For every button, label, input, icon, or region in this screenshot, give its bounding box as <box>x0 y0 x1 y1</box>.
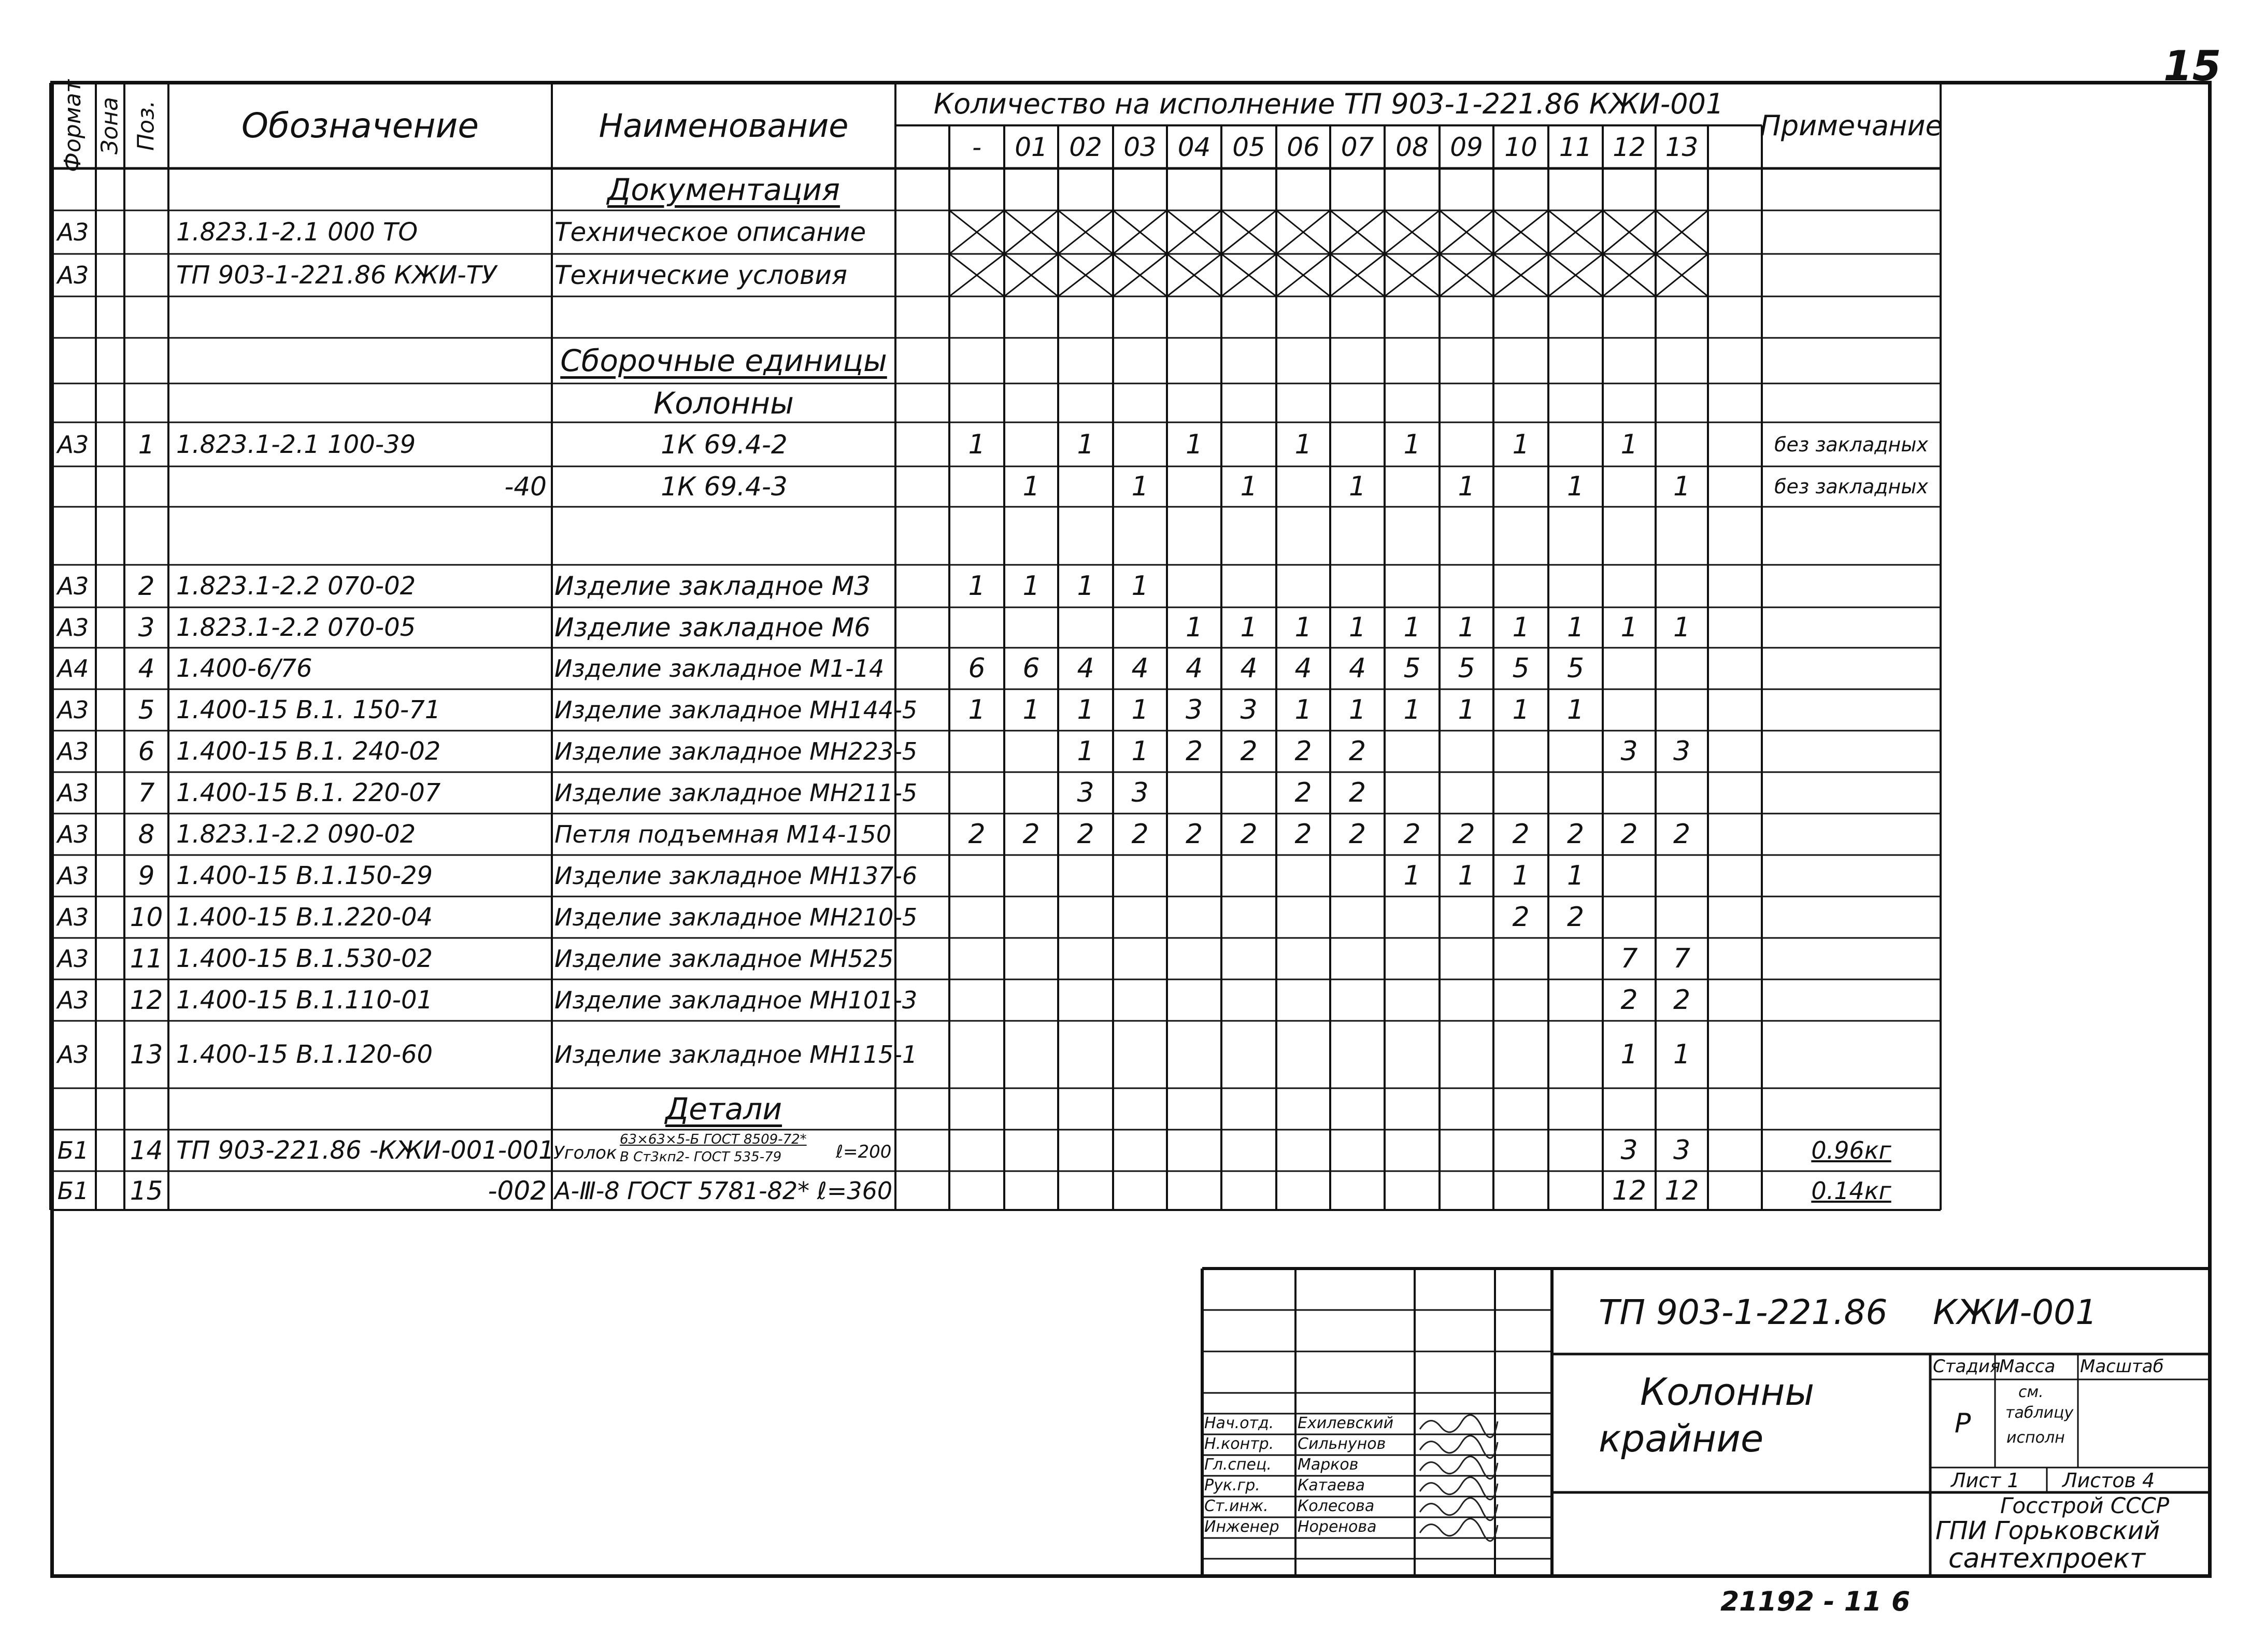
qty-cell: 2 <box>1022 819 1040 850</box>
row-format <box>50 338 96 383</box>
qty-cell: 3 <box>1620 1135 1638 1166</box>
row-note: без закладных <box>1774 433 1928 456</box>
qty-cell: 7 <box>1673 943 1691 974</box>
variant-column-header: 03 <box>1123 132 1157 162</box>
row-name: Изделие закладное МН137-6 <box>554 862 918 890</box>
row-designation: 1.400-15 В.1.150-29 <box>176 861 433 890</box>
row-format: А3 <box>57 820 89 848</box>
qty-cell: 2 <box>1512 819 1530 850</box>
qty-cell: 2 <box>1348 819 1366 850</box>
row-pos <box>124 383 168 422</box>
row-format: А3 <box>57 903 89 931</box>
qty-cell: 1 <box>1673 471 1691 502</box>
row-name: Изделие закладное МН115-1 <box>554 1041 918 1069</box>
row-pos: 15 <box>130 1175 163 1206</box>
qty-cell: 4 <box>1294 653 1312 684</box>
row-designation: 1.400-15 В.1. 240-02 <box>176 737 441 766</box>
row-pos: 13 <box>130 1039 163 1070</box>
row-pos: 6 <box>138 736 155 766</box>
row-format: А3 <box>57 779 89 807</box>
row-designation: 1.823.1-2.2 090-02 <box>176 820 416 849</box>
qty-cell: 1 <box>1077 571 1094 602</box>
variant-column-header <box>1708 125 1762 168</box>
tb-drawing-title-2: крайние <box>1599 1417 1764 1460</box>
row-format <box>50 168 96 210</box>
row-name: Изделие закладное МН211-5 <box>554 779 918 807</box>
signature-name: Катаева <box>1298 1476 1365 1494</box>
signature-name: Сильнунов <box>1298 1435 1386 1453</box>
qty-cell: 1 <box>1185 612 1203 643</box>
qty-cell: 2 <box>1131 819 1149 850</box>
variant-column-header <box>1762 125 1941 168</box>
row-name: Петля подъемная М14-150 <box>554 820 892 848</box>
row-pos: 11 <box>130 944 163 974</box>
signature-name: Норенова <box>1298 1518 1377 1536</box>
qty-cell: 1 <box>1022 694 1040 725</box>
qty-cell: 3 <box>1185 694 1203 725</box>
qty-cell: 1 <box>1348 612 1366 643</box>
qty-cell: 2 <box>968 819 986 850</box>
row-name-composite <box>553 1130 895 1171</box>
footer-page: 6 <box>1891 1586 1911 1617</box>
qty-cell: 1 <box>1403 860 1421 891</box>
qty-cell: 1 <box>1566 694 1585 725</box>
qty-cell: 1 <box>1566 612 1585 643</box>
row-format: А3 <box>57 737 89 765</box>
variant-column-header: 05 <box>1232 132 1265 162</box>
row-pos: 9 <box>138 861 155 891</box>
qty-cell: 12 <box>1612 1175 1647 1206</box>
variant-column-header: 04 <box>1177 132 1211 162</box>
qty-cell: 2 <box>1458 819 1475 850</box>
tb-doc-mark: КЖИ-001 <box>1933 1292 2098 1332</box>
qty-cell: 1 <box>968 694 986 725</box>
row-designation: 1.823.1-2.1 000 ТО <box>176 218 418 247</box>
qty-cell: 1 <box>1294 694 1312 725</box>
signature-role: Нач.отд. <box>1204 1414 1274 1432</box>
row-pos: 2 <box>138 571 155 601</box>
qty-cell: 1 <box>1185 429 1203 460</box>
row-pos: 7 <box>138 778 155 808</box>
variant-column-header: 08 <box>1395 132 1429 162</box>
tb-mass-value-2: таблицу <box>2005 1404 2074 1422</box>
qty-cell: 2 <box>1185 819 1203 850</box>
tb-scale-label: Масштаб <box>2080 1356 2164 1377</box>
qty-cell: 1 <box>1512 694 1530 725</box>
qty-cell: 1 <box>1022 471 1040 502</box>
qty-cell: 1 <box>968 429 986 460</box>
qty-cell: 2 <box>1240 736 1258 767</box>
row-pos: 1 <box>138 429 155 460</box>
footer-doc-code: 21192 - 11 <box>1720 1586 1882 1617</box>
section-heading: Документация <box>607 172 840 207</box>
qty-cell: 1 <box>1403 694 1421 725</box>
row-designation: 1.400-15 В.1.110-01 <box>176 986 433 1015</box>
section-heading: Сборочные единицы <box>560 343 887 378</box>
qty-cell: 1 <box>1458 612 1475 643</box>
qty-cell: 2 <box>1348 777 1366 808</box>
row-format: А3 <box>57 862 89 890</box>
row-designation: -40 <box>504 472 547 502</box>
qty-cell: 3 <box>1673 1135 1691 1166</box>
variant-column-header: - <box>972 132 982 162</box>
qty-cell: 2 <box>1185 736 1203 767</box>
row-format <box>50 466 96 507</box>
variant-column-header: 06 <box>1287 132 1320 162</box>
qty-cell: 2 <box>1512 902 1530 933</box>
tb-mass-value-3: исполн <box>2006 1429 2065 1447</box>
qty-cell: 1 <box>1458 860 1475 891</box>
qty-cell: 1 <box>968 571 986 602</box>
signature-role: Рук.гр. <box>1204 1476 1260 1494</box>
variant-column-header: 12 <box>1613 132 1646 162</box>
variant-column-header: 01 <box>1015 132 1048 162</box>
row-format: Б1 <box>57 1136 89 1164</box>
row-designation: 1.823.1-2.2 070-05 <box>176 613 416 642</box>
row-designation: ТП 903-221.86 -КЖИ-001-001 <box>176 1136 554 1165</box>
header-note: Примечание <box>1760 109 1943 142</box>
section-heading: Колонны <box>653 385 794 421</box>
row-pos: 4 <box>138 653 155 683</box>
qty-cell: 1 <box>1348 471 1366 502</box>
qty-cell: 1 <box>1620 1039 1638 1070</box>
page-number: 15 <box>2163 42 2221 90</box>
row-format <box>50 383 96 422</box>
tb-mass-label: Масса <box>1999 1356 2056 1377</box>
row-designation: 1.400-15 В.1.220-04 <box>176 903 433 932</box>
qty-cell: 1 <box>1348 694 1366 725</box>
header-pos: Поз. <box>133 100 160 151</box>
row-pos: 14 <box>130 1135 163 1165</box>
header-qty-title: Количество на исполнение ТП 903-1-221.86 КЖИ-001 <box>933 88 1724 120</box>
row-pos <box>124 210 168 254</box>
qty-cell: 1 <box>1131 694 1149 725</box>
tb-doc-title: ТП 903-1-221.86 <box>1599 1292 1888 1332</box>
qty-cell: 1 <box>1403 429 1421 460</box>
qty-cell: 1 <box>1512 429 1530 460</box>
variant-column-header: 02 <box>1069 132 1102 162</box>
row-designation: 1.400-15 В.1. 150-71 <box>176 695 441 724</box>
variant-column-header: 10 <box>1504 132 1537 162</box>
row-pos <box>124 507 168 565</box>
qty-cell: 1 <box>1077 694 1094 725</box>
row-pos: 10 <box>130 902 163 932</box>
tb-org-line-3: сантехпроект <box>1948 1543 2146 1574</box>
tb-org-line-2: ГПИ Горьковский <box>1935 1516 2160 1545</box>
qty-cell: 1 <box>1458 471 1475 502</box>
qty-cell: 2 <box>1620 985 1638 1016</box>
row-name-prefix: Уголок <box>553 1143 617 1163</box>
row-designation: 1.400-15 В.1.120-60 <box>176 1040 433 1069</box>
row-designation <box>176 296 549 338</box>
row-designation: 1.823.1-2.2 070-02 <box>176 572 416 601</box>
qty-cell: 4 <box>1185 653 1203 684</box>
tb-mass-value-1: см. <box>2018 1383 2044 1401</box>
qty-cell: 1 <box>1294 429 1312 460</box>
row-pos <box>124 168 168 210</box>
tb-drawing-title-1: Колонны <box>1640 1370 1815 1414</box>
header-name: Наименование <box>599 106 849 145</box>
row-name: Технические условия <box>554 260 847 290</box>
row-format: А4 <box>57 654 89 682</box>
header-format: Формат <box>60 79 86 172</box>
row-format: А3 <box>57 986 89 1014</box>
qty-cell: 2 <box>1566 819 1585 850</box>
qty-cell: 2 <box>1240 819 1258 850</box>
qty-cell: 2 <box>1403 819 1421 850</box>
row-name: Изделие закладное МН101-3 <box>554 986 918 1014</box>
variant-column-header: 13 <box>1665 132 1699 162</box>
qty-cell: 2 <box>1620 819 1638 850</box>
row-name <box>554 296 894 338</box>
row-designation: 1.400-15 В.1.530-02 <box>176 944 433 973</box>
section-heading: Детали <box>665 1091 782 1127</box>
row-format: А3 <box>57 1041 89 1069</box>
tb-sheet-label: Лист 1 <box>1951 1469 2020 1492</box>
qty-cell: 1 <box>1673 612 1691 643</box>
qty-cell: 1 <box>1077 736 1094 767</box>
row-pos <box>124 466 168 507</box>
row-format <box>50 507 96 565</box>
row-name: 1К 69.4-2 <box>661 429 788 460</box>
signature-role: Н.контр. <box>1204 1435 1274 1453</box>
row-designation <box>176 168 549 210</box>
qty-cell: 2 <box>1348 736 1366 767</box>
qty-cell: 2 <box>1294 777 1312 808</box>
row-format <box>50 1088 96 1130</box>
qty-cell: 2 <box>1566 902 1585 933</box>
qty-cell: 12 <box>1664 1175 1699 1206</box>
variant-column-header: 11 <box>1559 132 1592 162</box>
row-name: 1К 69.4-3 <box>661 472 788 502</box>
qty-cell: 5 <box>1566 653 1585 684</box>
header-zone: Зона <box>96 97 123 154</box>
signature-role: Ст.инж. <box>1204 1497 1269 1515</box>
signature-name: Ехилевский <box>1298 1414 1394 1432</box>
qty-cell: 1 <box>1131 471 1149 502</box>
row-format <box>50 296 96 338</box>
tb-org-line-1: Госстрой СССР <box>2000 1493 2170 1518</box>
row-designation <box>176 507 549 565</box>
row-pos: 12 <box>130 985 163 1015</box>
row-format: А3 <box>57 218 89 246</box>
variant-column-header: 09 <box>1450 132 1483 162</box>
qty-cell: 1 <box>1022 571 1040 602</box>
row-note: без закладных <box>1774 475 1928 498</box>
row-format: А3 <box>57 261 89 289</box>
qty-cell: 1 <box>1458 694 1475 725</box>
qty-cell: 3 <box>1673 736 1691 767</box>
qty-cell: 1 <box>1566 860 1585 891</box>
row-designation: 1.400-15 В.1. 220-07 <box>176 778 441 807</box>
row-name-top: 63×63×5-Б ГОСТ 8509-72* <box>620 1132 807 1147</box>
header-designation: Обозначение <box>241 105 479 146</box>
row-name: Изделие закладное МН210-5 <box>554 903 918 931</box>
row-pos: 3 <box>138 613 155 643</box>
row-format: А3 <box>57 430 89 459</box>
row-name: Изделие закладное МН223-5 <box>554 737 918 765</box>
qty-cell: 1 <box>1294 612 1312 643</box>
qty-cell: 1 <box>1077 429 1094 460</box>
row-name <box>554 507 894 565</box>
row-pos <box>124 338 168 383</box>
row-pos <box>124 254 168 296</box>
qty-cell: 4 <box>1077 653 1094 684</box>
row-designation: -002 <box>488 1175 547 1206</box>
qty-cell: 5 <box>1403 653 1421 684</box>
signature-name: Марков <box>1298 1456 1359 1474</box>
row-name-suffix: ℓ=200 <box>836 1142 892 1162</box>
qty-cell: 1 <box>1620 429 1638 460</box>
signature-role: Инженер <box>1204 1518 1279 1536</box>
tb-stage-value: Р <box>1954 1408 1971 1439</box>
row-designation <box>176 383 549 422</box>
qty-cell: 1 <box>1240 612 1258 643</box>
qty-cell: 1 <box>1403 612 1421 643</box>
qty-cell: 1 <box>1131 571 1149 602</box>
qty-cell: 2 <box>1673 985 1691 1016</box>
tb-sheets-label: Листов 4 <box>2062 1469 2155 1492</box>
qty-cell: 6 <box>1022 653 1040 684</box>
qty-cell: 7 <box>1620 943 1638 974</box>
qty-cell: 1 <box>1512 612 1530 643</box>
row-designation: 1.400-6/76 <box>176 654 312 683</box>
row-designation <box>176 338 549 383</box>
row-format: А3 <box>57 614 89 642</box>
row-pos <box>124 296 168 338</box>
row-note: 0.14кг <box>1811 1176 1891 1205</box>
qty-cell: 4 <box>1240 653 1258 684</box>
qty-cell: 2 <box>1077 819 1094 850</box>
qty-cell: 6 <box>968 653 986 684</box>
qty-cell: 3 <box>1077 777 1094 808</box>
row-name: Техническое описание <box>554 217 866 247</box>
row-name: Изделие закладное М1-14 <box>554 654 885 682</box>
row-note: 0.96кг <box>1811 1136 1891 1164</box>
row-name: А-Ⅲ-8 ГОСТ 5781-82* ℓ=360 <box>554 1176 893 1205</box>
signature-name: Колесова <box>1298 1497 1375 1515</box>
row-pos <box>124 1088 168 1130</box>
qty-cell: 2 <box>1673 819 1691 850</box>
qty-cell: 1 <box>1566 471 1585 502</box>
row-designation: 1.823.1-2.1 100-39 <box>176 430 416 459</box>
signature-role: Гл.спец. <box>1204 1456 1272 1474</box>
qty-cell: 3 <box>1620 736 1638 767</box>
row-name: Изделие закладное МН144-5 <box>554 696 918 724</box>
row-pos: 5 <box>138 695 155 725</box>
row-format: А3 <box>57 945 89 973</box>
row-designation <box>176 1088 549 1130</box>
qty-cell: 2 <box>1294 736 1312 767</box>
qty-cell: 4 <box>1348 653 1366 684</box>
row-name: Изделие закладное М6 <box>554 613 871 643</box>
qty-cell: 5 <box>1512 653 1530 684</box>
qty-cell: 1 <box>1620 612 1638 643</box>
qty-cell: 3 <box>1131 777 1149 808</box>
row-format: А3 <box>57 572 89 600</box>
row-name-bottom: В Ст3кп2- ГОСТ 535-79 <box>620 1149 782 1165</box>
qty-cell: 4 <box>1131 653 1149 684</box>
row-name: Изделие закладное М3 <box>554 571 871 601</box>
qty-cell: 1 <box>1512 860 1530 891</box>
variant-column-header: 07 <box>1341 132 1374 162</box>
row-pos: 8 <box>138 819 155 849</box>
qty-cell: 5 <box>1458 653 1475 684</box>
qty-cell: 1 <box>1131 736 1149 767</box>
row-format: Б1 <box>57 1176 89 1205</box>
tb-stage-label: Стадия <box>1933 1356 2001 1377</box>
qty-cell: 3 <box>1240 694 1258 725</box>
row-name: Изделие закладное МН525 <box>554 945 894 973</box>
row-format: А3 <box>57 696 89 724</box>
qty-cell: 1 <box>1240 471 1258 502</box>
row-designation: ТП 903-1-221.86 КЖИ-ТУ <box>176 261 497 290</box>
qty-cell: 1 <box>1673 1039 1691 1070</box>
qty-cell: 2 <box>1294 819 1312 850</box>
